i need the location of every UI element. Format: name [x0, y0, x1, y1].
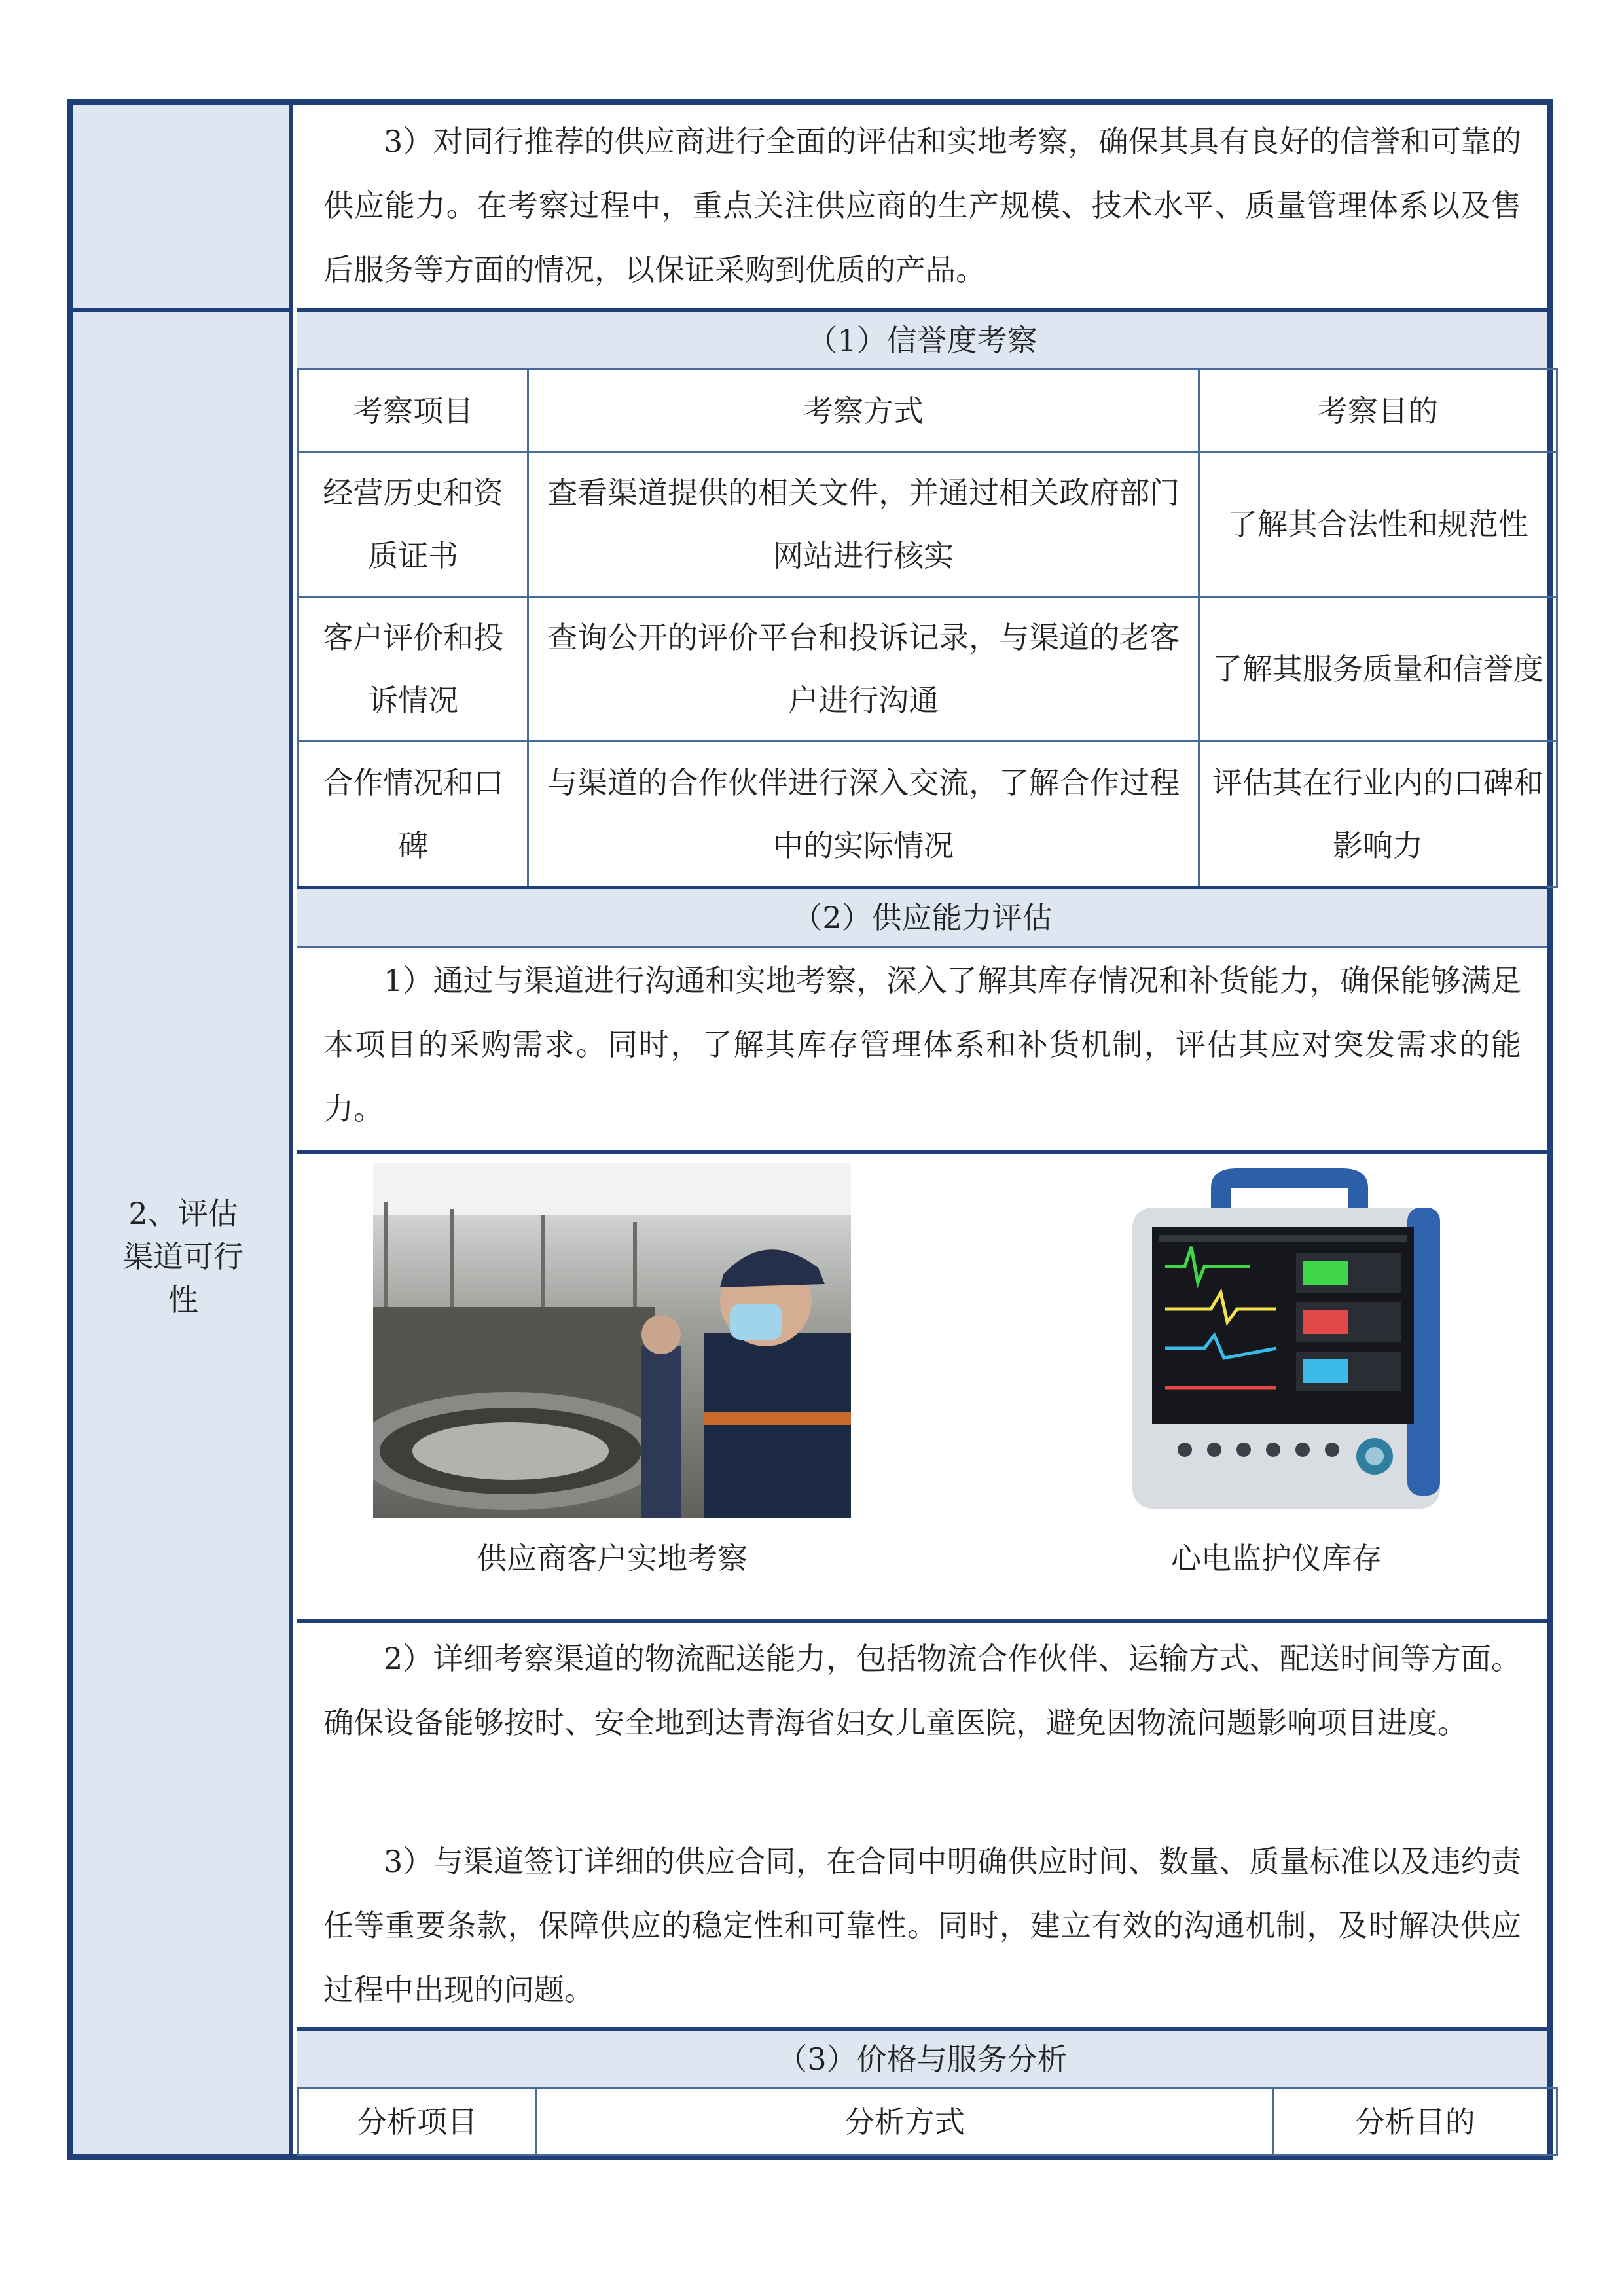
table-cell: 评估其在行业内的口碑和影响力 — [1199, 742, 1557, 887]
table-cell: 查询公开的评价平台和投诉记录，与渠道的老客户进行沟通 — [528, 597, 1199, 742]
table-cell: 了解其服务质量和信誉度 — [1199, 597, 1557, 742]
table-row — [298, 452, 1557, 597]
side-column — [73, 105, 293, 2154]
table-header: 分析目的 — [1273, 2089, 1557, 2155]
table-row — [298, 742, 1557, 887]
price-heading: （3）价格与服务分析 — [297, 2031, 1547, 2087]
table-cell: 经营历史和资质证书 — [298, 452, 528, 597]
table-row — [298, 597, 1557, 742]
price-table — [297, 2087, 1558, 2156]
table-cell: 了解其合法性和规范性 — [1199, 452, 1557, 597]
ecg-monitor-photo — [1080, 1168, 1473, 1515]
supply-paragraph-1: 1）通过与渠道进行沟通和实地考察，深入了解其库存情况和补货能力，确保能够满足本项目的采购需求。同时，了解其库存管理体系和补货机制，评估其应对突发需求的能力。 — [323, 963, 1521, 1126]
supply-paragraph-3: 3）与渠道签订详细的供应合同，在合同中明确供应时间、数量、质量标准以及违约责任等重要条款，保障供应的稳定性和可靠性。同时，建立有效的沟通机制，及时解决供应过程中出现的问题。 — [323, 1844, 1521, 2007]
credibility-heading: （1）信誉度考察 — [297, 312, 1547, 368]
table-cell: 与渠道的合作伙伴进行深入交流，了解合作过程中的实际情况 — [528, 742, 1199, 887]
site-inspection-caption: 供应商客户实地考察 — [477, 1541, 748, 1576]
table-header-row — [298, 2089, 1557, 2155]
section-label-text: 2、评估渠道可行性 — [123, 1196, 244, 1318]
document-frame — [67, 99, 1553, 2160]
row-divider — [297, 1619, 1547, 1623]
side-divider — [73, 308, 293, 312]
table-header: 分析方式 — [536, 2089, 1273, 2155]
site-inspection-photo — [373, 1163, 851, 1518]
table-header: 分析项目 — [298, 2089, 536, 2155]
supply-heading: （2）供应能力评估 — [297, 889, 1547, 946]
credibility-table — [297, 368, 1558, 888]
supply-paragraph-2: 2）详细考察渠道的物流配送能力，包括物流合作伙伴、运输方式、配送时间等方面。确保设备能够按时、安全地到达青海省妇女儿童医院，避免因物流问题影响项目进度。 — [323, 1641, 1521, 1740]
row-divider — [297, 946, 1547, 948]
intro-paragraph: 3）对同行推荐的供应商进行全面的评估和实地考察，确保其具有良好的信誉和可靠的供应能力。在考察过程中，重点关注供应商的生产规模、技术水平、质量管理体系以及售后服务等方面的情况，以保证采购到优质的产品。 — [323, 124, 1521, 287]
table-header: 考察项目 — [298, 370, 528, 452]
table-header: 考察目的 — [1199, 370, 1557, 452]
table-cell: 查看渠道提供的相关文件，并通过相关政府部门网站进行核实 — [528, 452, 1199, 597]
content-column — [297, 105, 1547, 2154]
table-header: 考察方式 — [528, 370, 1199, 452]
table-cell: 合作情况和口碑 — [298, 742, 528, 887]
table-cell: 客户评价和投诉情况 — [298, 597, 528, 742]
row-divider — [297, 1150, 1547, 1154]
table-header-row — [298, 370, 1557, 452]
ecg-monitor-caption: 心电监护仪库存 — [1171, 1541, 1382, 1576]
section-label — [73, 1192, 293, 1321]
